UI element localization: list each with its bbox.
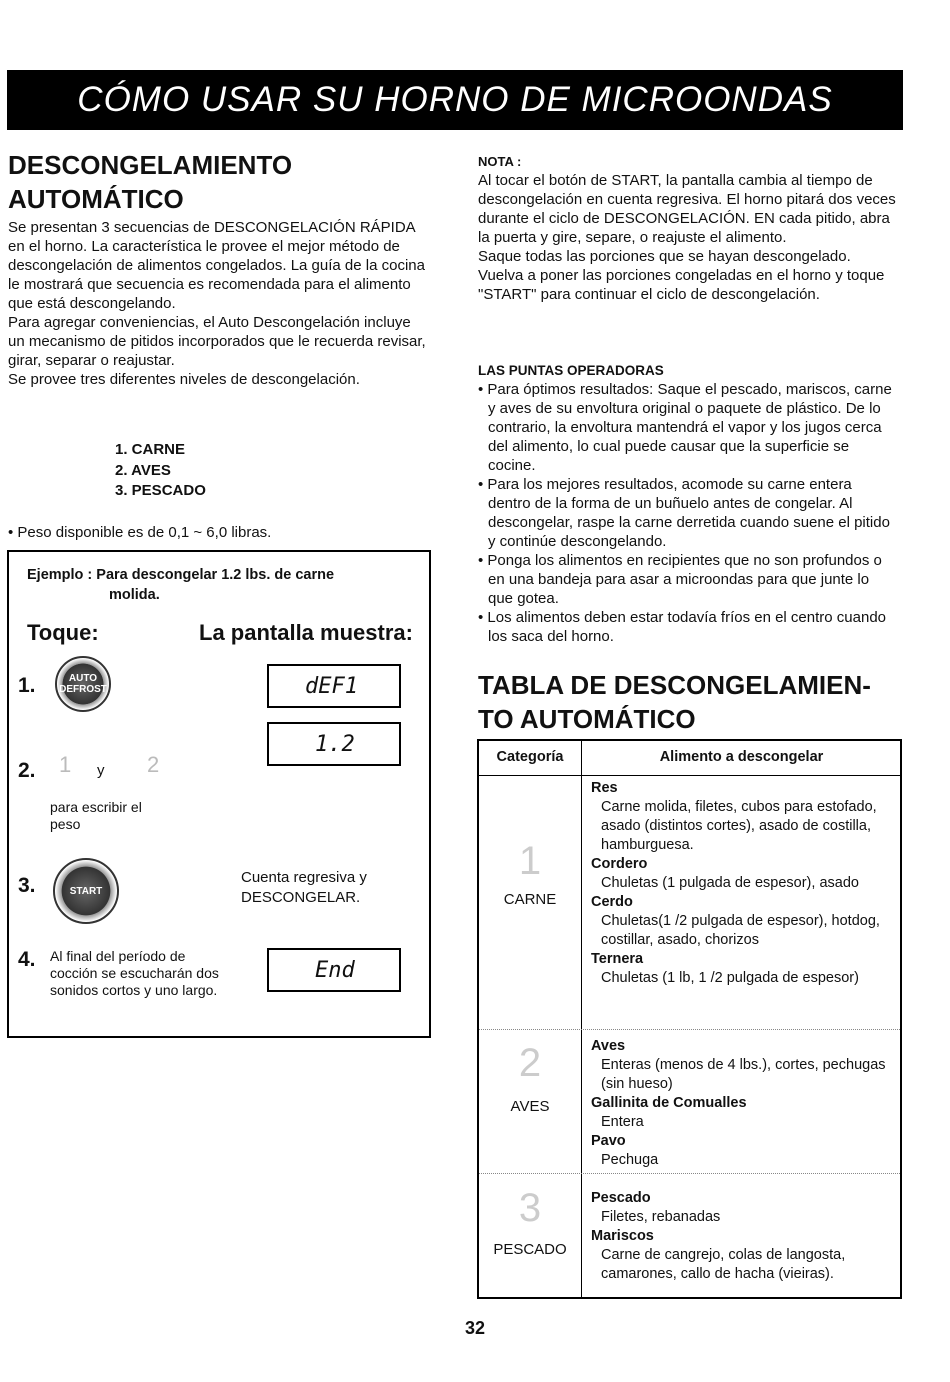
food-label: Aves xyxy=(591,1038,626,1054)
tips-list xyxy=(478,380,898,646)
table-header-row xyxy=(479,741,900,776)
header-category: Categoría xyxy=(496,749,564,765)
food-desc: Chuletas (1 lb, 1 /2 pulgada de espesor) xyxy=(601,970,859,986)
intro-para-1: Se presentan 3 secuencias de DESCONGELACIÓN RÁPIDA en el horno. La característica le provee el mejor método de descongelación de alimentos congelados. La guía de la cocina le mostrará que secuencia es recomendada para el alimento que está descongelando. xyxy=(8,219,425,312)
tip-item: • Para óptimos resultados: Saque el pescado, mariscos, carne y aves de su envoltura original o paquete de plástico. De lo contrario, la envoltura mantendrá el vapor y los jugos cerca del alimento, lo cual puede causar que la superficie se cocine. xyxy=(478,381,892,474)
intro-para-2: Para agregar conveniencias, el Auto Descongelación incluye un mecanismo de pitidos incorporados que le recuerda revisar, girar, separar o reajustar. xyxy=(8,314,426,369)
touch-label: Toque: xyxy=(27,620,99,645)
food-label: Cerdo xyxy=(591,894,633,910)
food-desc: Enteras (menos de 4 lbs.), cortes, pechugas (sin hueso) xyxy=(601,1057,886,1092)
digit-2-button[interactable]: 2 xyxy=(147,752,160,777)
note-section xyxy=(478,152,898,304)
category-name: AVES xyxy=(510,1098,550,1115)
category-number: 3 xyxy=(518,1186,542,1230)
table-heading-line2: TO AUTOMÁTICO xyxy=(478,704,696,734)
start-button-label: START xyxy=(69,885,103,897)
step-4-text: Al final del período de cocción se escucharán dos sonidos cortos y uno largo. xyxy=(50,948,219,998)
food-desc: Carne molida, filetes, cubos para estofado, asado (distintos cortes), asado de costilla, hamburguesa. xyxy=(601,799,877,853)
weight-note: • Peso disponible es de 0,1 ~ 6,0 libras. xyxy=(8,524,272,541)
tips-section xyxy=(478,361,898,646)
example-title-line2: molida. xyxy=(109,587,160,603)
step-1-display: dEF1 xyxy=(267,664,401,708)
food-list-carne xyxy=(591,779,894,988)
example-title xyxy=(27,565,407,605)
category-name: CARNE xyxy=(503,891,557,908)
section-heading xyxy=(8,148,292,216)
food-label: Res xyxy=(591,780,618,796)
level-item: 2. AVES xyxy=(115,461,171,479)
food-desc: Chuletas (1 pulgada de espesor), asado xyxy=(601,875,859,891)
tip-item: • Para los mejores resultados, acomode su carne entera dentro de la forma de un buñuelo antes de congelar. Al descongelar, raspe la carne derretida cuando suene el pitido y continúe descongelando. xyxy=(478,476,890,550)
food-desc: Chuletas(1 /2 pulgada de espesor), hotdog, costillar, asado, chorizos xyxy=(601,913,880,948)
table-divider xyxy=(581,741,582,1297)
food-label: Cordero xyxy=(591,856,648,872)
category-number: 2 xyxy=(518,1041,542,1085)
category-number: 1 xyxy=(518,839,542,883)
header-food: Alimento a descongelar xyxy=(659,749,824,765)
step-4-number: 4. xyxy=(18,948,36,971)
and-text: y xyxy=(97,762,105,779)
food-label: Ternera xyxy=(591,951,644,967)
row-separator xyxy=(479,1173,900,1174)
banner-title: CÓMO USAR SU HORNO DE MICROONDAS xyxy=(77,80,833,119)
note-text-1: Al tocar el botón de START, la pantalla cambia al tiempo de descongelación en cuenta regresiva. El horno pitará dos veces durante el ciclo de DESCONGELACIÓN. EN cada pitido, abra la puerta y gire, separe, o reajuste el alimento. xyxy=(478,172,896,246)
digit-1-button[interactable]: 1 xyxy=(59,752,72,777)
table-heading-line1: TABLA DE DESCONGELAMIEN- xyxy=(478,670,871,700)
category-name: PESCADO xyxy=(493,1241,567,1258)
step-4-display: End xyxy=(267,948,401,992)
food-list-pescado xyxy=(591,1189,894,1284)
step-3-number: 3. xyxy=(18,874,36,897)
example-title-line1: Ejemplo : Para descongelar 1.2 lbs. de carne xyxy=(27,567,335,583)
food-label: Pescado xyxy=(591,1190,651,1206)
page-banner xyxy=(7,70,903,130)
step-2-caption: para escribir el peso xyxy=(50,799,142,832)
step-2-number: 2. xyxy=(18,759,36,782)
tips-heading: LAS PUNTAS OPERADORAS xyxy=(478,363,664,378)
food-desc: Pechuga xyxy=(601,1152,659,1168)
intro-para-3: Se provee tres diferentes niveles de descongelación. xyxy=(8,371,360,388)
auto-defrost-button[interactable] xyxy=(55,656,111,712)
food-label: Mariscos xyxy=(591,1228,654,1244)
tip-item: • Ponga los alimentos en recipientes que no son profundos o en una bandeja para asar a microondas para que junte lo que gotea. xyxy=(478,552,882,607)
section-heading-line1: DESCONGELAMIENTO xyxy=(8,150,293,180)
food-desc: Carne de cangrejo, colas de langosta, camarones, callo de hacha (vieiras). xyxy=(601,1247,846,1282)
food-desc: Filetes, rebanadas xyxy=(601,1209,721,1225)
defrost-levels-list xyxy=(115,440,206,502)
level-item: 1. CARNE xyxy=(115,441,186,458)
section-heading-line2: AUTOMÁTICO xyxy=(8,184,184,214)
food-label: Pavo xyxy=(591,1133,626,1149)
example-box xyxy=(7,550,431,1038)
auto-defrost-button-label: AUTO DEFROST xyxy=(59,673,107,695)
food-list-aves xyxy=(591,1037,894,1170)
tip-item: • Los alimentos deben estar todavía fríos en el centro cuando los saca del horno. xyxy=(478,609,887,645)
step-1-number: 1. xyxy=(18,674,36,697)
food-label: Gallinita de Comualles xyxy=(591,1095,747,1111)
intro-text xyxy=(8,218,428,389)
step-3-text: Cuenta regresiva y DESCONGELAR. xyxy=(241,869,367,906)
display-label: La pantalla muestra: xyxy=(199,620,413,645)
table-heading xyxy=(478,668,871,736)
food-desc: Entera xyxy=(601,1114,644,1130)
defrost-table xyxy=(477,739,902,1299)
step-2-display: 1.2 xyxy=(267,722,401,766)
page-number: 32 xyxy=(464,1318,486,1338)
note-text-2: Saque todas las porciones que se hayan descongelado. Vuelva a poner las porciones congeladas en el horno y toque "START" para continuar el ciclo de descongelación. xyxy=(478,248,885,303)
row-separator xyxy=(479,1029,900,1030)
note-label: NOTA : xyxy=(478,154,522,169)
level-item: 3. PESCADO xyxy=(115,482,206,499)
start-button[interactable] xyxy=(53,858,119,924)
